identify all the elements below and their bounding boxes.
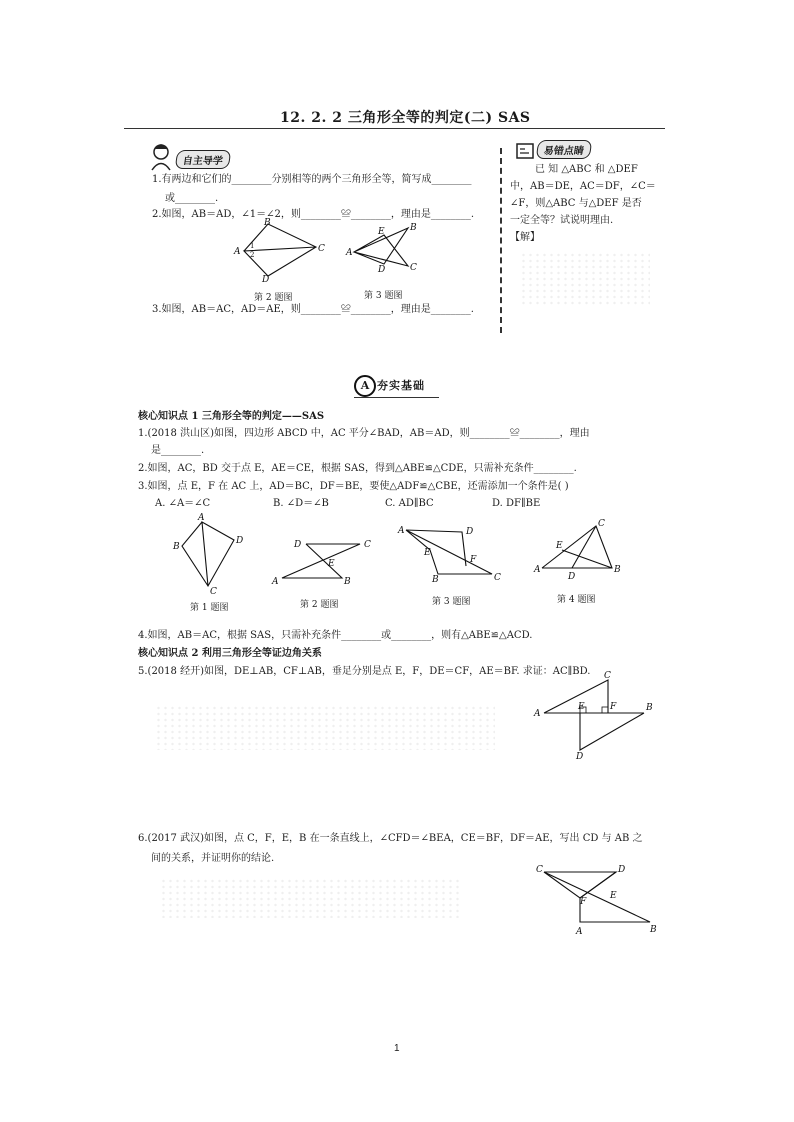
svg-text:B: B <box>173 542 180 552</box>
page-number: 1 <box>394 1043 400 1054</box>
svg-text:B: B <box>264 218 271 228</box>
svg-text:D: D <box>262 275 270 282</box>
basics-fig2-caption: 第 2 题图 <box>300 600 339 610</box>
svg-text:E: E <box>556 541 563 551</box>
self-study-q1a: 1.有两边和它们的________分别相等的两个三角形全等，简写成________ <box>152 174 472 185</box>
svg-text:C: C <box>494 573 501 583</box>
svg-text:1: 1 <box>250 242 255 250</box>
svg-text:D: D <box>378 265 386 275</box>
basics-fig3-caption: 第 3 题图 <box>432 597 471 607</box>
basics-q6b: 间的关系，并证明你的结论. <box>151 853 275 864</box>
svg-text:F: F <box>470 555 477 565</box>
basics-figure-6 <box>530 858 660 938</box>
svg-text:B: B <box>646 703 653 713</box>
svg-text:C: C <box>598 519 605 529</box>
self-study-badge: 自主导学 <box>175 150 232 169</box>
error-prone-line1: 已 知 △ABC 和 △DEF <box>535 164 638 175</box>
svg-text:B: B <box>410 223 417 233</box>
scan-noise <box>520 252 650 307</box>
self-study-q2: 2.如图，AB＝AD，∠1＝∠2，则________≌________，理由是________. <box>152 209 475 220</box>
svg-text:A: A <box>234 247 241 257</box>
svg-text:C: C <box>536 865 543 875</box>
svg-text:C: C <box>210 587 217 594</box>
basics-q3-option-b: B. ∠D＝∠B <box>273 498 329 509</box>
basics-figure-3 <box>394 522 506 584</box>
svg-text:E: E <box>328 559 335 569</box>
basics-q1a: 1.(2018 洪山区)如图，四边形 ABCD 中，AC 平分∠BAD，AB＝AD，则________≌________，理由 <box>138 428 590 439</box>
svg-text:A: A <box>346 248 353 258</box>
error-prone-solution: 【解】 <box>510 232 540 243</box>
svg-text:D: D <box>568 572 576 582</box>
svg-text:E: E <box>424 548 431 558</box>
svg-text:B: B <box>614 565 621 575</box>
svg-text:D: D <box>618 865 626 875</box>
svg-text:A: A <box>272 577 279 587</box>
svg-text:A: A <box>534 565 541 575</box>
basics-q5: 5.(2018 经开)如图，DE⊥AB，CF⊥AB，垂足分别是点 E，F，DE＝CF，AE＝BF. 求证：AC∥BD. <box>138 666 591 677</box>
basics-q3-option-a: A. ∠A＝∠C <box>155 498 211 509</box>
self-study-q3: 3.如图，AB＝AC，AD＝AE，则________≌________，理由是________. <box>152 304 474 315</box>
error-prone-line3: ∠F，则△ABC 与△DEF 是否 <box>510 198 642 209</box>
svg-text:E: E <box>610 891 617 901</box>
svg-text:C: C <box>604 671 611 681</box>
svg-text:E: E <box>578 702 585 712</box>
basics-q1b: 是________. <box>151 445 205 456</box>
section-a-icon: A <box>354 375 376 397</box>
svg-text:2: 2 <box>250 251 255 259</box>
svg-text:E: E <box>378 227 385 237</box>
svg-text:A: A <box>534 709 541 719</box>
page-title: 12. 2. 2 三角形全等的判定(二) SAS <box>280 110 531 126</box>
svg-text:B: B <box>344 577 351 587</box>
svg-text:D: D <box>466 527 474 537</box>
self-study-figure-2 <box>228 218 328 282</box>
self-study-q1b: 或________. <box>165 193 219 204</box>
knowledge-point-2: 核心知识点 2 利用三角形全等证边角关系 <box>138 648 322 659</box>
student-icon <box>148 143 174 175</box>
svg-text:F: F <box>610 702 617 712</box>
knowledge-point-1: 核心知识点 1 三角形全等的判定——SAS <box>138 411 325 422</box>
section-a-title: 夯实基础 <box>377 379 425 392</box>
self-study-fig2-caption: 第 2 题图 <box>254 293 293 303</box>
basics-fig1-caption: 第 1 题图 <box>190 603 229 613</box>
svg-text:D: D <box>294 540 302 550</box>
basics-q4: 4.如图，AB＝AC，根据 SAS，只需补充条件________或________，则有△ABE≌△ACD. <box>138 630 533 641</box>
svg-text:B: B <box>432 575 439 584</box>
basics-figure-4 <box>532 518 628 584</box>
self-study-fig3-caption: 第 3 题图 <box>364 291 403 301</box>
svg-text:A: A <box>576 927 583 937</box>
column-divider <box>500 148 502 333</box>
basics-q3-option-c: C. AD∥BC <box>385 498 434 509</box>
svg-text:D: D <box>576 752 584 760</box>
basics-q6a: 6.(2017 武汉)如图，点 C，F，E，B 在一条直线上，∠CFD＝∠BEA，CE＝BF，DF＝AE，写出 CD 与 AB 之 <box>138 833 643 844</box>
basics-figure-1 <box>168 510 248 594</box>
svg-text:B: B <box>650 925 657 935</box>
basics-fig4-caption: 第 4 题图 <box>557 595 596 605</box>
svg-text:D: D <box>236 536 244 546</box>
basics-q2: 2.如图，AC，BD 交于点 E，AE＝CE，根据 SAS，得到△ABE≌△CDE，只需补充条件________. <box>138 463 577 474</box>
clip-icon <box>515 141 537 165</box>
svg-text:A: A <box>198 513 205 523</box>
basics-q3-option-d: D. DF∥BE <box>492 498 541 509</box>
svg-text:A: A <box>398 526 405 536</box>
svg-text:C: C <box>318 244 325 254</box>
error-prone-line2: 中，AB＝DE，AC＝DF，∠C＝ <box>510 181 656 192</box>
basics-figure-2 <box>268 532 378 588</box>
basics-q3: 3.如图，点 E，F 在 AC 上，AD＝BC，DF＝BE，要使△ADF≌△CBE，还需添加一个条件是( ) <box>138 481 569 492</box>
svg-text:F: F <box>580 897 587 907</box>
basics-figure-5 <box>530 668 654 760</box>
section-a-rule <box>354 397 439 398</box>
scan-noise-2 <box>155 705 495 750</box>
title-rule <box>124 128 665 129</box>
svg-text:C: C <box>410 263 417 273</box>
self-study-figure-3 <box>342 220 422 278</box>
scan-noise-3 <box>160 878 460 918</box>
svg-text:C: C <box>364 540 371 550</box>
error-prone-badge: 易错点睛 <box>536 140 593 159</box>
error-prone-line4: 一定全等？试说明理由. <box>510 215 614 226</box>
